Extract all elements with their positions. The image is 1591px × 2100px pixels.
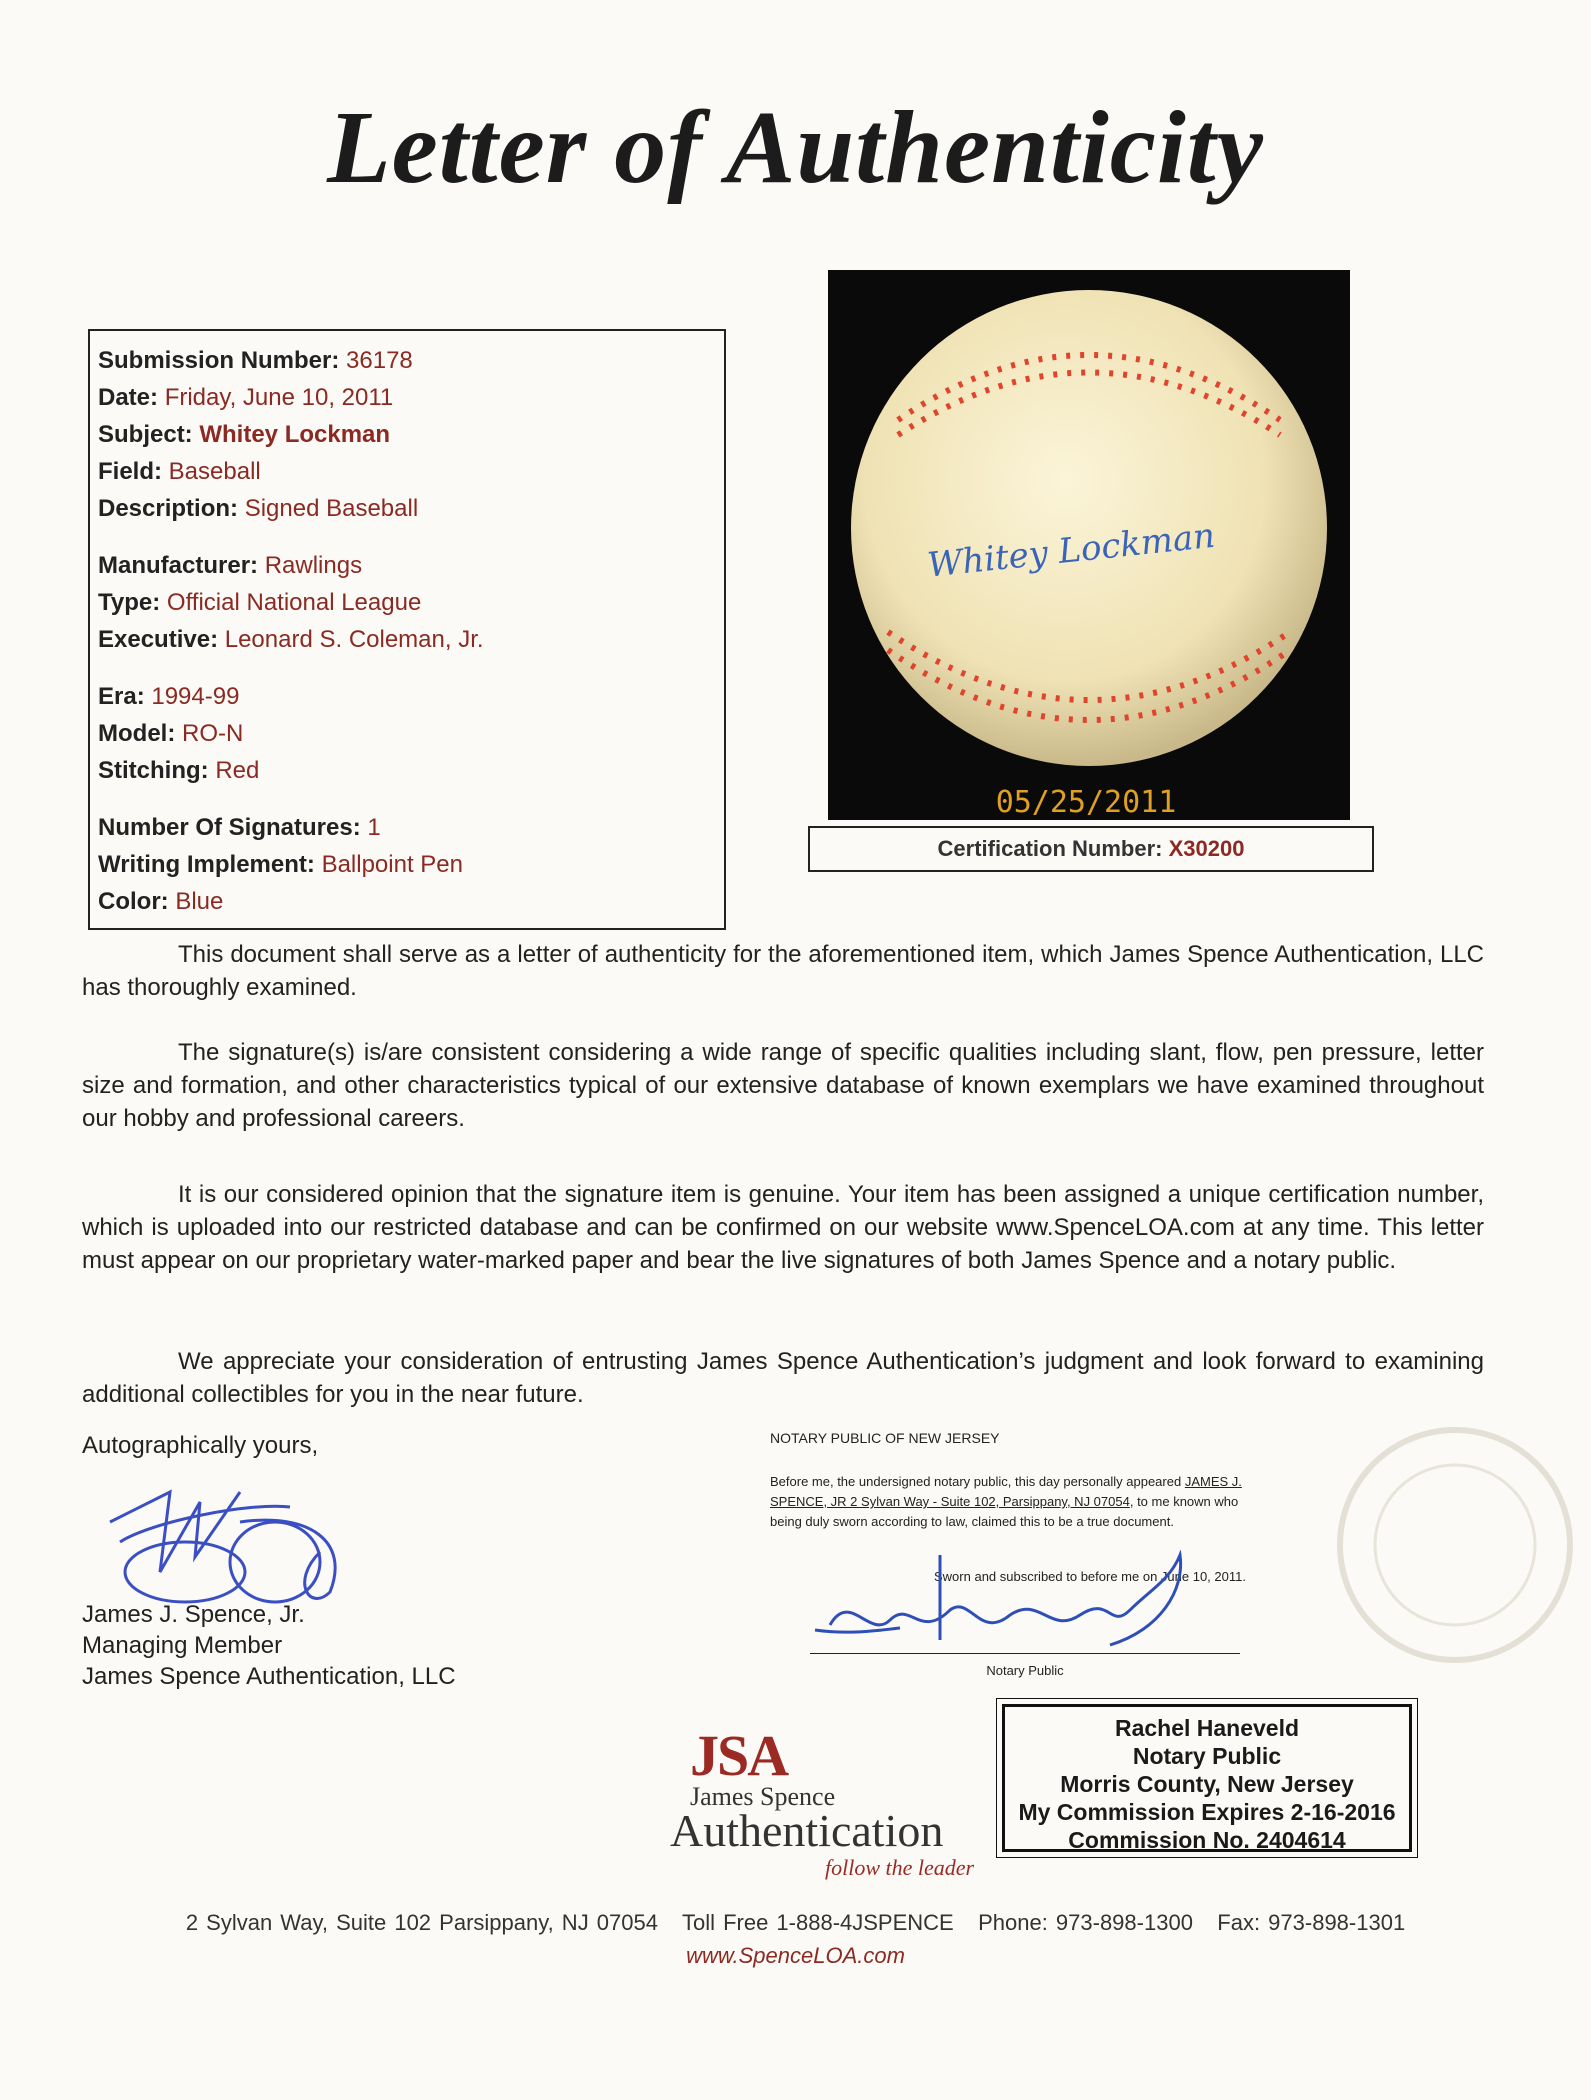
color-value: Blue xyxy=(175,888,224,915)
footer-contact xyxy=(0,1910,1591,1936)
notary-seal-icon xyxy=(1330,1420,1580,1670)
executive-label: Executive: xyxy=(98,626,219,653)
stamp-expires: My Commission Expires 2-16-2016 xyxy=(1018,1799,1396,1825)
signatures-label: Number Of Signatures: xyxy=(98,814,361,841)
footer-website-link[interactable]: www.SpenceLOA.com xyxy=(686,1943,905,1968)
era-row xyxy=(98,683,239,711)
notary-signature-line xyxy=(810,1653,1240,1654)
era-label: Era: xyxy=(98,683,145,710)
subject-label: Subject: xyxy=(98,421,193,448)
color-row xyxy=(98,888,223,916)
color-label: Color: xyxy=(98,888,169,915)
footer-phone: Phone: 973-898-1300 xyxy=(978,1910,1193,1935)
closing-salutation: Autographically yours, xyxy=(82,1432,319,1459)
signatures-row xyxy=(98,814,381,842)
notary-text-b: , to me known who xyxy=(1129,1494,1239,1509)
model-value: RO-N xyxy=(182,720,244,747)
subject-value: Whitey Lockman xyxy=(199,421,391,448)
description-label: Description: xyxy=(98,495,239,522)
manufacturer-row xyxy=(98,552,362,580)
type-label: Type: xyxy=(98,589,161,616)
stamp-county: Morris County, New Jersey xyxy=(1060,1771,1354,1797)
photo-date-stamp: 05/25/2011 xyxy=(995,785,1177,820)
manufacturer-value: Rawlings xyxy=(264,552,363,579)
notary-sworn-line: Sworn and subscribed to before me on June 10, 2011. xyxy=(934,1569,1246,1584)
subject-row xyxy=(98,421,390,449)
notary-text-c: being duly sworn according to law, claimed this to be a true document. xyxy=(770,1514,1174,1529)
manufacturer-label: Manufacturer: xyxy=(98,552,259,579)
description-row xyxy=(98,495,418,523)
type-value: Official National League xyxy=(166,589,422,616)
date-value: Friday, June 10, 2011 xyxy=(164,384,394,411)
description-value: Signed Baseball xyxy=(244,495,419,522)
footer-fax: Fax: 973-898-1301 xyxy=(1217,1910,1406,1935)
field-value: Baseball xyxy=(168,458,261,485)
paragraph-4: We appreciate your consideration of entrusting James Spence Authentication’s judgment and look forward to examining additional collectibles for you in the near future. xyxy=(82,1348,1484,1408)
submission-number-label: Submission Number: xyxy=(98,347,340,374)
submission-number-value: 36178 xyxy=(346,347,413,374)
stitching-label: Stitching: xyxy=(98,757,209,784)
stamp-title: Notary Public xyxy=(1132,1743,1282,1769)
implement-label: Writing Implement: xyxy=(98,851,315,878)
item-details-box xyxy=(88,329,726,930)
paragraph-2: The signature(s) is/are consistent considering a wide range of specific qualities including slant, flow, pen pressure, letter size and formation, and other characteristics typical of our extensive database of known exemplars we have examined throughout our hobby and professional careers. xyxy=(82,1039,1484,1132)
notary-signature xyxy=(810,1550,1250,1660)
executive-row xyxy=(98,626,484,654)
jsa-logo-line1: James Spence xyxy=(690,1782,836,1811)
paragraph-3: It is our considered opinion that the signature item is genuine. Your item has been assigned a unique certification number, which is uploaded into our restricted database and can be confirmed on our website www.SpenceLOA.com at any time. This letter must appear on our proprietary water-marked paper and bear the live signatures of both James Spence and a notary public. xyxy=(82,1181,1484,1274)
page-title: Letter of Authenticity xyxy=(327,90,1264,205)
jsa-logo-mark: JSA xyxy=(690,1723,788,1788)
stitching-value: Red xyxy=(215,757,260,784)
submission-number-row xyxy=(98,347,413,375)
certification-value: X30200 xyxy=(1168,836,1245,861)
jsa-logo-line2: Authentication xyxy=(670,1805,944,1856)
notary-text-a: Before me, the undersigned notary public, this day personally appeared xyxy=(770,1474,1185,1489)
paragraph-1: This document shall serve as a letter of authenticity for the aforementioned item, which James Spence Authentication, LLC has thoroughly examined. xyxy=(82,941,1484,1001)
certification-number-box xyxy=(808,826,1374,872)
implement-row xyxy=(98,851,463,879)
closing-name: James J. Spence, Jr. xyxy=(82,1601,305,1628)
era-value: 1994-99 xyxy=(151,683,240,710)
closing-company: James Spence Authentication, LLC xyxy=(82,1663,456,1690)
notary-statement xyxy=(770,1472,1360,1532)
date-row xyxy=(98,384,393,412)
stitching-row xyxy=(98,757,259,785)
footer-tollfree: Toll Free 1-888-4JSPENCE xyxy=(681,1910,954,1935)
notary-stamp xyxy=(1002,1704,1412,1852)
field-label: Field: xyxy=(98,458,162,485)
footer-address: 2 Sylvan Way, Suite 102 Parsippany, NJ 07054 xyxy=(185,1910,658,1935)
ball-signature: Whitey Lockman xyxy=(925,515,1217,586)
stamp-commission: Commission No. 2404614 xyxy=(1068,1827,1346,1853)
field-row xyxy=(98,458,261,486)
implement-value: Ballpoint Pen xyxy=(321,851,463,878)
notary-line-label: Notary Public xyxy=(986,1663,1064,1678)
spence-signature xyxy=(90,1462,380,1612)
signatures-value: 1 xyxy=(367,814,381,841)
executive-value: Leonard S. Coleman, Jr. xyxy=(224,626,484,653)
model-label: Model: xyxy=(98,720,176,747)
model-row xyxy=(98,720,243,748)
closing-role: Managing Member xyxy=(82,1632,283,1659)
jsa-logo-tagline: follow the leader xyxy=(825,1855,975,1880)
jsa-logo xyxy=(660,1722,1000,1882)
notary-appeared-name: JAMES J. xyxy=(1184,1474,1242,1489)
certification-label: Certification Number: xyxy=(937,836,1163,861)
date-label: Date: xyxy=(98,384,159,411)
notary-appeared-address: SPENCE, JR 2 Sylvan Way - Suite 102, Parsippany, NJ 07054 xyxy=(770,1494,1130,1509)
type-row xyxy=(98,589,421,617)
stamp-name: Rachel Haneveld xyxy=(1114,1715,1300,1741)
notary-heading: NOTARY PUBLIC OF NEW JERSEY xyxy=(770,1430,1000,1446)
baseball-photo xyxy=(828,270,1350,820)
